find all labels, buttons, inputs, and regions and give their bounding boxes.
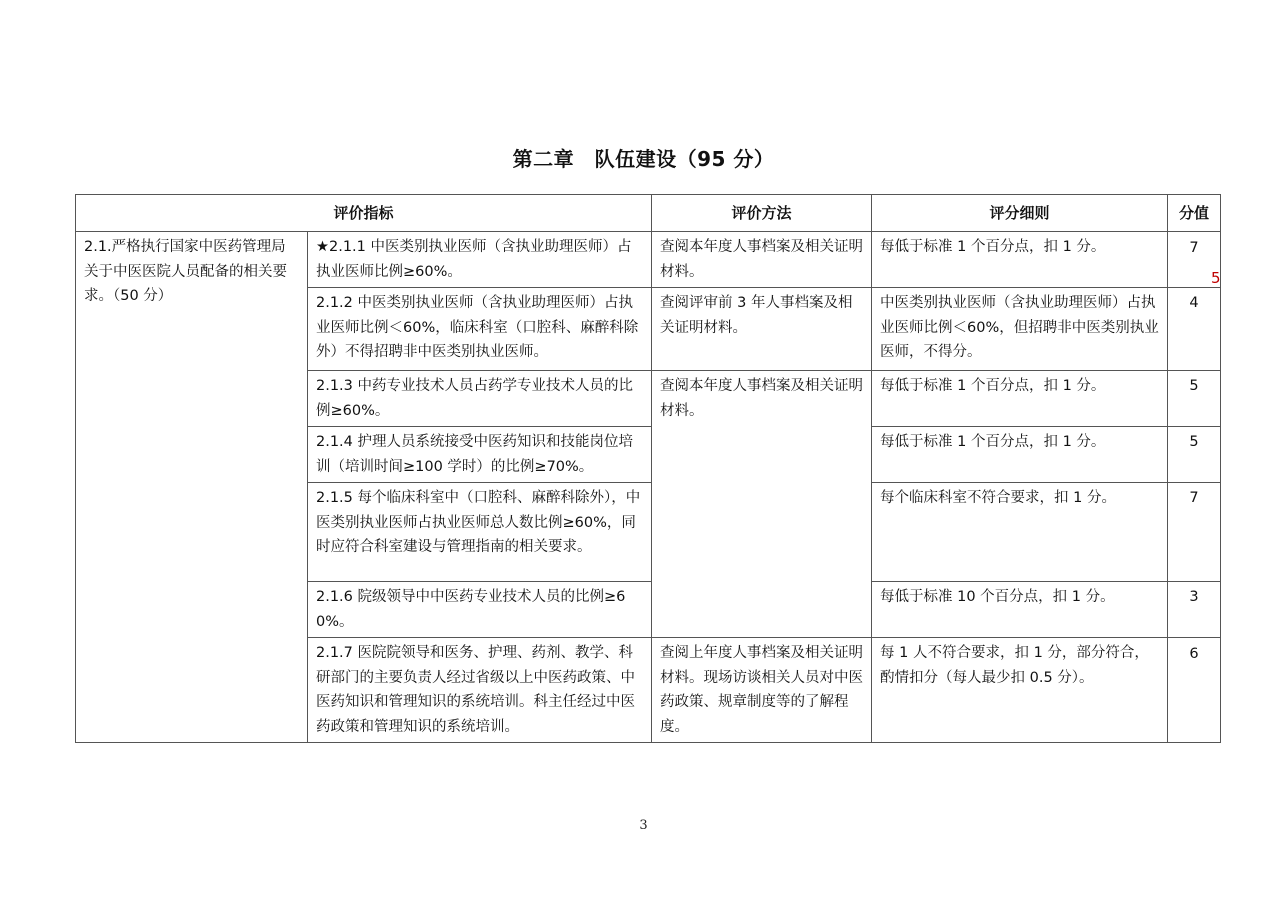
detail-cell: 每低于标准 1 个百分点，扣 1 分。 <box>872 232 1168 288</box>
page-title: 第二章 队伍建设（95 分） <box>512 147 775 171</box>
detail-cell: 每低于标准 1 个百分点，扣 1 分。 <box>872 427 1168 483</box>
margin-revision-mark: 5 <box>1211 269 1221 287</box>
header-indicator: 评价指标 <box>76 195 652 232</box>
score-cell: 3 <box>1168 582 1221 638</box>
score-cell: 4 <box>1168 288 1221 371</box>
method-cell: 查阅评审前 3 年人事档案及相关证明材料。 <box>652 288 872 371</box>
detail-cell: 每低于标准 10 个百分点，扣 1 分。 <box>872 582 1168 638</box>
category-cell: 2.1.严格执行国家中医药管理局关于中医医院人员配备的相关要求。（50 分） <box>76 232 308 743</box>
detail-cell: 每 1 人不符合要求，扣 1 分，部分符合，酌情扣分（每人最少扣 0.5 分）。 <box>872 638 1168 743</box>
score-cell: 6 <box>1168 638 1221 743</box>
header-detail: 评分细则 <box>872 195 1168 232</box>
table-header-row <box>76 195 1221 232</box>
item-cell: 2.1.5 每个临床科室中（口腔科、麻醉科除外），中医类别执业医师占执业医师总人数比例≥60%，同时应符合科室建设与管理指南的相关要求。 <box>308 483 652 582</box>
item-cell: 2.1.4 护理人员系统接受中医药知识和技能岗位培训（培训时间≥100 学时）的比例≥70%。 <box>308 427 652 483</box>
method-cell: 查阅本年度人事档案及相关证明材料。 <box>652 371 872 638</box>
page-number: 3 <box>639 818 648 833</box>
item-cell: ★2.1.1 中医类别执业医师（含执业助理医师）占执业医师比例≥60%。 <box>308 232 652 288</box>
table-row <box>76 232 1221 288</box>
score-cell: 5 <box>1168 371 1221 427</box>
score-cell: 5 <box>1168 427 1221 483</box>
detail-cell: 每个临床科室不符合要求，扣 1 分。 <box>872 483 1168 582</box>
detail-cell: 每低于标准 1 个百分点，扣 1 分。 <box>872 371 1168 427</box>
score-cell: 7 <box>1168 232 1221 288</box>
evaluation-table <box>75 194 1221 743</box>
item-cell: 2.1.7 医院院领导和医务、护理、药剂、教学、科研部门的主要负责人经过省级以上中医药政策、中医药知识和管理知识的系统培训。科主任经过中医药政策和管理知识的系统培训。 <box>308 638 652 743</box>
item-cell: 2.1.2 中医类别执业医师（含执业助理医师）占执业医师比例＜60%，临床科室（口腔科、麻醉科除外）不得招聘非中医类别执业医师。 <box>308 288 652 371</box>
method-cell: 查阅上年度人事档案及相关证明材料。现场访谈相关人员对中医药政策、规章制度等的了解程度。 <box>652 638 872 743</box>
header-method: 评价方法 <box>652 195 872 232</box>
header-score: 分值 <box>1168 195 1221 232</box>
item-cell: 2.1.6 院级领导中中医药专业技术人员的比例≥60%。 <box>308 582 652 638</box>
detail-cell: 中医类别执业医师（含执业助理医师）占执业医师比例＜60%，但招聘非中医类别执业医师，不得分。 <box>872 288 1168 371</box>
method-cell: 查阅本年度人事档案及相关证明材料。 <box>652 232 872 288</box>
item-cell: 2.1.3 中药专业技术人员占药学专业技术人员的比例≥60%。 <box>308 371 652 427</box>
score-cell: 7 <box>1168 483 1221 582</box>
